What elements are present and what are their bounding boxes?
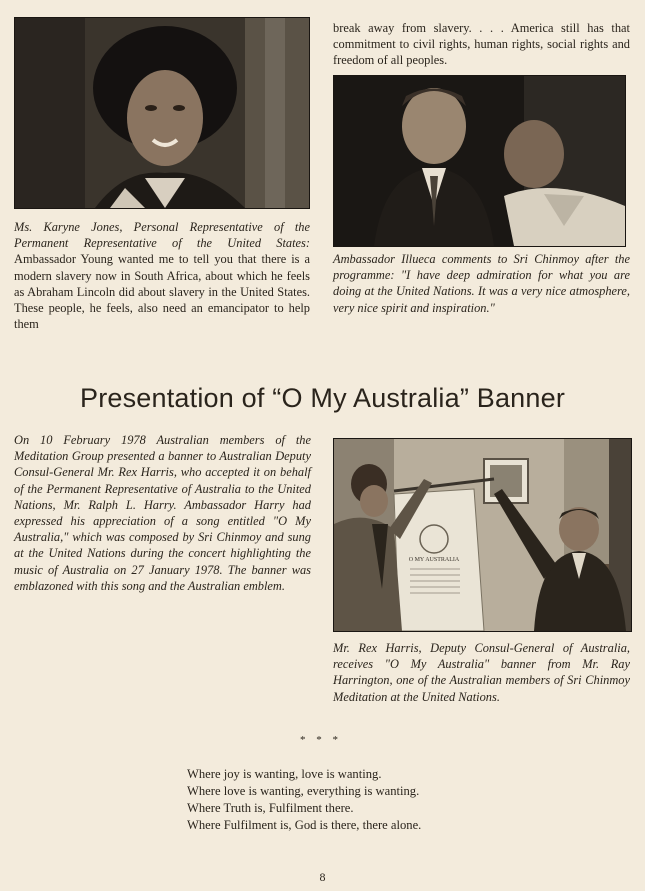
- article-body: On 10 February 1978 Australian members of the Meditation Group presented a banner to Australian Deputy Consul-General Mr. Rex Harris, who accepted it on behalf of the Permanent Representative of Australia to the United Nations, Mr. Ralph L. Harry. Ambassador Harry had expressed his appreciation of a song entitled "O My Australia," which was composed by Sri Chinmoy and sung at the United Nations during the concert highlighting the music of Australia on 27 January 1978. The banner was emblazoned with this song and the Australian emblem.: [14, 433, 311, 593]
- illueca-chinmoy-image: [334, 76, 625, 246]
- banner-title-text: O MY AUSTRALIA: [408, 557, 460, 563]
- poem: [187, 766, 421, 834]
- caption-banner: Mr. Rex Harris, Deputy Consul-General of Australia, receives "O My Australia" banner from Mr. Ray Harrington, one of the Australian members of Sri Chinmoy Meditation at the United Nations.: [333, 641, 630, 704]
- photo-illueca-chinmoy: [333, 75, 626, 247]
- karyne-jones-image: [15, 18, 309, 208]
- poem-line: Where joy is wanting, love is wanting.: [187, 767, 382, 781]
- section-divider: * * *: [300, 734, 342, 746]
- poem-line: Where Truth is, Fulfilment there.: [187, 801, 354, 815]
- poem-line: Where love is wanting, everything is wanting.: [187, 784, 420, 798]
- caption-karyne-jones: [14, 219, 310, 332]
- continuation-text: break away from slavery. . . . America still has that commitment to civil rights, human rights, social rights and freedom of all peoples.: [333, 21, 630, 68]
- photo-banner-presentation: [333, 438, 632, 632]
- headline: Presentation of “O My Australia” Banner: [79, 383, 566, 413]
- page-number: 8: [319, 870, 326, 884]
- banner-presentation-image: [334, 439, 631, 631]
- caption-illueca: Ambassador Illueca comments to Sri Chinmoy after the programme: "I have deep admiration for what you are doing at the United Nations. It was a very nice atmosphere, very nice spirit and inspiration.": [333, 252, 630, 315]
- caption-karyne-jones-quote: Ambassador Young wanted me to tell you that there is a modern slavery now in South Africa, about which he feels as Abraham Lincoln did about slavery in the United States. These people, he feels, also need an emancipator to help them: [14, 252, 310, 332]
- caption-karyne-jones-intro: Ms. Karyne Jones, Personal Representative of the Permanent Representative of the United States:: [14, 220, 310, 251]
- photo-karyne-jones: [14, 17, 310, 209]
- poem-line: Where Fulfilment is, God is there, there alone.: [187, 818, 422, 832]
